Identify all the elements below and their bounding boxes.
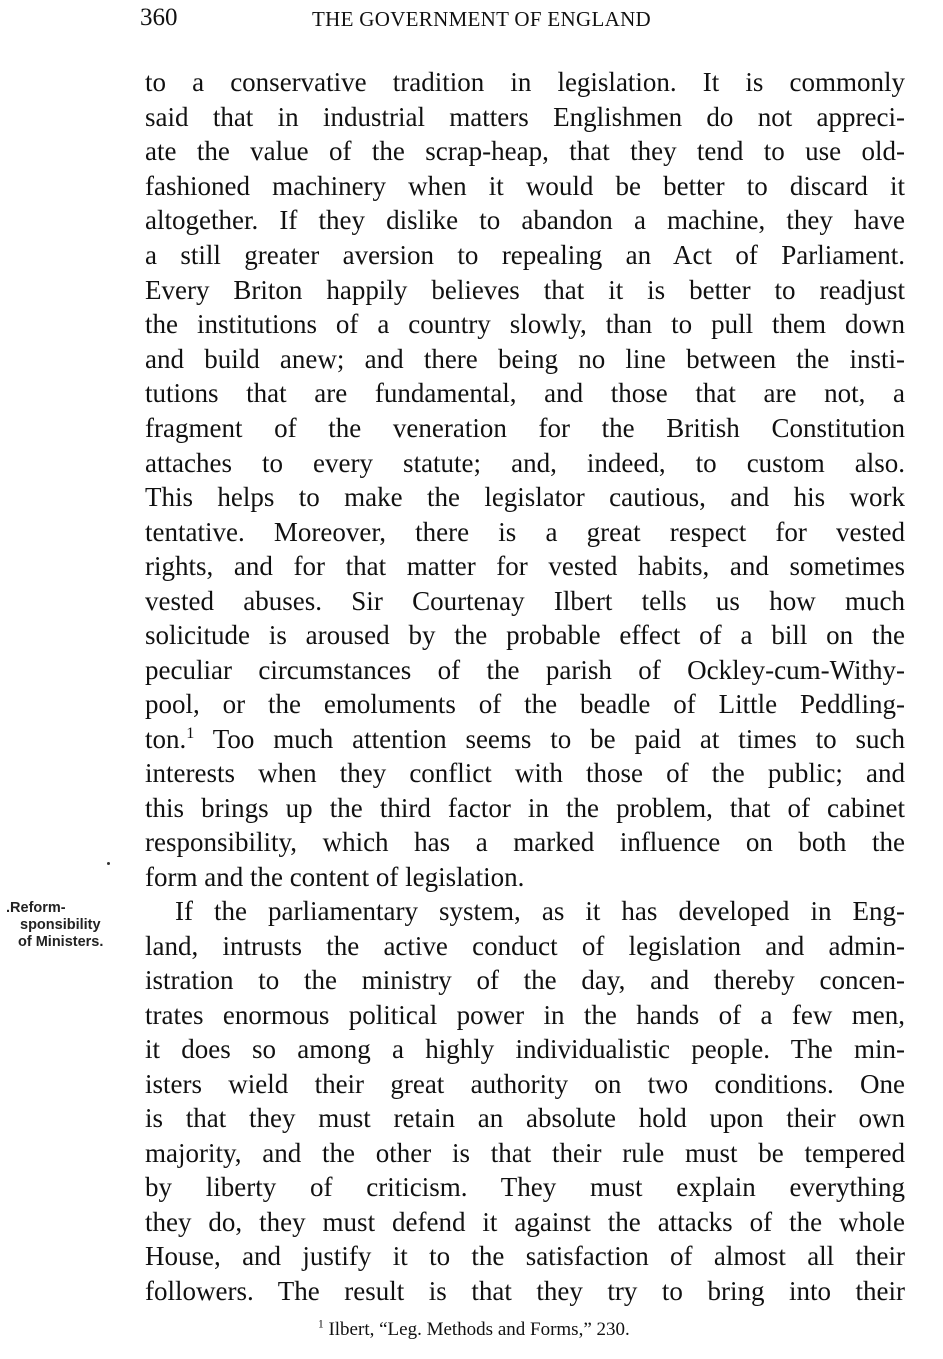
page-number: 360	[140, 4, 178, 31]
footnote-reference: 1	[186, 724, 195, 742]
text-line: altogether. If they dislike to abandon a machine, they have	[145, 205, 905, 235]
margin-note-line: of Ministers.	[18, 934, 104, 950]
text-line: rights, and for that matter for vested habits, and sometimes	[145, 551, 905, 581]
text-line: Every Briton happily believes that it is better to readjust	[145, 275, 905, 305]
text-line: is that they must retain an absolute hold upon their own	[145, 1103, 905, 1133]
text-line: This helps to make the legislator cautious, and his work	[145, 482, 905, 512]
margin-note	[6, 900, 132, 951]
text-line: to a conservative tradition in legislation. It is commonly	[145, 67, 905, 97]
text-line: followers. The result is that they try to bring into their	[145, 1276, 905, 1306]
text-line: land, intrusts the active conduct of legislation and admin-	[145, 931, 905, 961]
footnote-marker: 1	[318, 1318, 324, 1331]
text-line: isters wield their great authority on two conditions. One	[145, 1069, 905, 1099]
print-speck	[107, 862, 110, 865]
text-line-with-footnote	[145, 722, 905, 756]
text-line: istration to the ministry of the day, and thereby concen-	[145, 965, 905, 995]
text-line: fashioned machinery when it would be better to discard it	[145, 171, 905, 201]
text-line: responsibility, which has a marked influence on both the	[145, 827, 905, 857]
text-line: tentative. Moreover, there is a great respect for vested	[145, 517, 905, 547]
text-line: House, and justify it to the satisfaction of almost all their	[145, 1241, 905, 1271]
text-line: this brings up the third factor in the problem, that of cabinet	[145, 793, 905, 823]
text-line: tutions that are fundamental, and those that are not, a	[145, 378, 905, 408]
running-title: THE GOVERNMENT OF ENGLAND	[312, 7, 652, 31]
text-line: said that in industrial matters Englishmen do not appreci-	[145, 102, 905, 132]
running-head	[140, 4, 900, 32]
text-line: interests when they conflict with those of the public; and	[145, 758, 905, 788]
text-line: trates enormous political power in the hands of a few men,	[145, 1000, 905, 1030]
footnote-text: Ilbert, “Leg. Methods and Forms,” 230.	[323, 1319, 630, 1340]
text-line: it does so among a highly individualistic people. The min-	[145, 1034, 905, 1064]
text-line: by liberty of criticism. They must explain everything	[145, 1172, 905, 1202]
text-line: ate the value of the scrap-heap, that they tend to use old-	[145, 136, 905, 166]
text-line: fragment of the veneration for the British Constitution	[145, 413, 905, 443]
text-line: form and the content of legislation.	[145, 862, 525, 892]
text-line: pool, or the emoluments of the beadle of Little Peddling-	[145, 689, 905, 719]
text-line: and build anew; and there being no line between the insti-	[145, 344, 905, 374]
text-line: they do, they must defend it against the attacks of the whole	[145, 1207, 905, 1237]
text-segment: ton.	[145, 724, 187, 754]
text-line: peculiar circumstances of the parish of Ockley-cum-Withy-	[145, 655, 905, 685]
text-line: majority, and the other is that their rule must be tempered	[145, 1138, 905, 1168]
text-line: vested abuses. Sir Courtenay Ilbert tells us how much	[145, 586, 905, 616]
text-line: a still greater aversion to repealing an Act of Parliament.	[145, 240, 905, 270]
text-line: the institutions of a country slowly, than to pull them down	[145, 309, 905, 339]
margin-note-line: .Reform-	[6, 900, 66, 916]
paragraph-first-line: If the parliamentary system, as it has developed in Eng-	[175, 896, 905, 926]
text-line: solicitude is aroused by the probable effect of a bill on the	[145, 620, 905, 650]
text-line: attaches to every statute; and, indeed, to custom also.	[145, 448, 905, 478]
margin-note-line: sponsibility	[20, 917, 101, 933]
text-segment: Too much attention seems to be paid at times to such	[194, 724, 905, 754]
footnote	[318, 1318, 630, 1342]
